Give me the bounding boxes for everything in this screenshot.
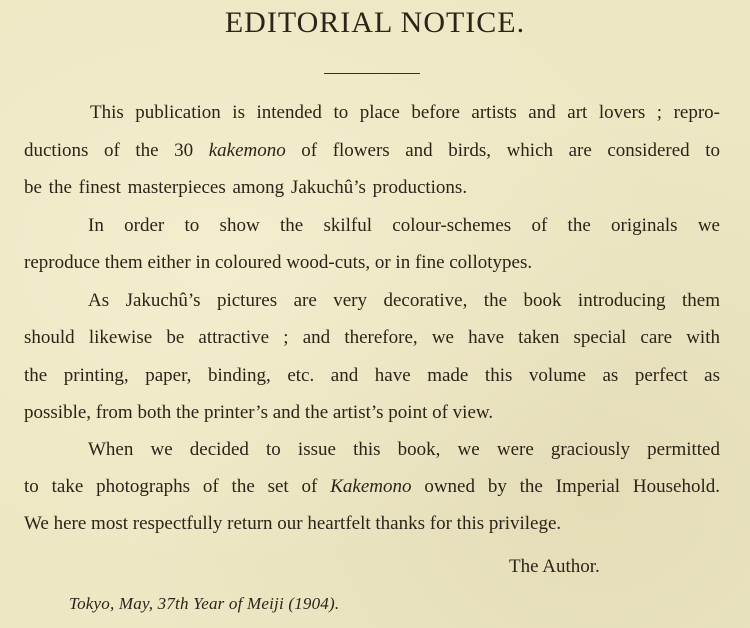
text-line: possible, from both the printer’s and the artist’s point of view.: [24, 402, 494, 423]
text-span: owned by the Imperial Household.: [411, 476, 720, 497]
text-line: In order to show the skilful colour-schemes of the originals we: [88, 215, 720, 236]
title-rule: [324, 73, 420, 74]
text-line: should likewise be attractive ; and therefore, we have taken special care with: [24, 327, 720, 348]
text-italic: Kakemono: [330, 476, 412, 497]
text-line: As Jakuchû’s pictures are very decorative, the book introducing them: [88, 290, 720, 311]
dateline: Tokyo, May, 37th Year of Meiji (1904).: [69, 594, 340, 613]
text-line: We here most respectfully return our heartfelt thanks for this privilege.: [24, 513, 562, 534]
text-line: be the finest masterpieces among Jakuchû’s productions.: [24, 177, 468, 198]
text-span: ductions of the 30: [24, 140, 209, 161]
text-line: the printing, paper, binding, etc. and have made this volume as perfect as: [24, 365, 720, 386]
signature: The Author.: [509, 556, 600, 577]
text-span: of flowers and birds, which are considered to: [285, 140, 720, 161]
page-title: EDITORIAL NOTICE.: [224, 6, 526, 39]
text-line: This publication is intended to place before artists and art lovers ; repro-: [90, 102, 720, 123]
text-line: [24, 139, 720, 163]
text-italic: kakemono: [208, 140, 286, 161]
text-line: When we decided to issue this book, we were graciously permitted: [88, 439, 720, 460]
text-line: [24, 475, 720, 499]
text-line: reproduce them either in coloured wood-cuts, or in fine collotypes.: [24, 252, 533, 273]
text-span: to take photographs of the set of: [24, 476, 331, 497]
